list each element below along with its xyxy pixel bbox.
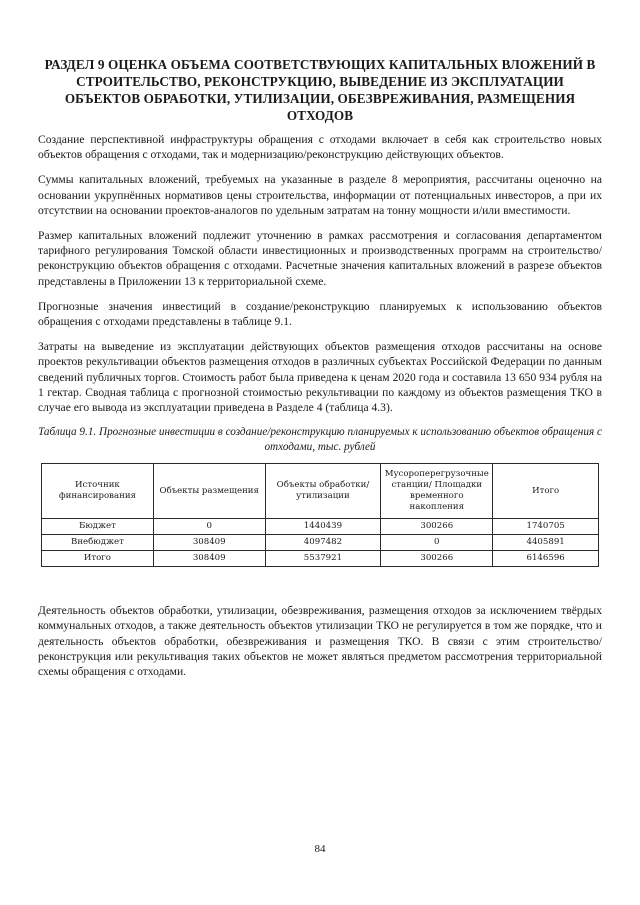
table-row [42, 535, 599, 551]
header-placement: Объекты размещения [153, 464, 265, 519]
paragraph-3: Размер капитальных вложений подлежит уточнению в рамках рассмотрения и согласования департаментом тарифного регулирования Томской области инвестиционных и производственных программ на строительство/реконструкцию объектов обращения с отходами. Расчетные значения капитальных вложений в разрезе объектов представлены в Приложении 13 к территориальной схеме. [38, 229, 602, 288]
closing-paragraph: Деятельность объектов обработки, утилизации, обезвреживания, размещения отходов за исключением твёрдых коммунальных отходов, а также деятельность объектов утилизации ТКО не регулируется в том же порядке, что и деятельность объектов обработки, обезвреживания и размещения ТКО. В связи с этим строительство/реконструкция или рекультивация таких объектов не может являться предметом рассмотрения территориальной схемы обращения с отходами. [38, 604, 602, 679]
table-cell: 6146596 [493, 551, 599, 567]
paragraph-1: Создание перспективной инфраструктуры обращения с отходами включает в себя как строительство новых объектов обращения с отходами, так и модернизацию/реконструкцию действующих объектов. [38, 133, 602, 162]
paragraph-2: Суммы капитальных вложений, требуемых на указанные в разделе 8 мероприятия, рассчитаны оценочно на основании укрупнённых нормативов цены строительства, информации от потенциальных инвесторов, а при их отсутствии на основании проектов-аналогов по удельным затратам на тонну мощности и/или вместимости. [38, 173, 602, 217]
table-row [42, 551, 599, 567]
page-number: 84 [314, 843, 326, 855]
header-processing: Объекты обработки/ утилизации [265, 464, 381, 519]
table-cell: 308409 [153, 535, 265, 551]
table-cell: 0 [153, 519, 265, 535]
table-cell: 300266 [381, 551, 493, 567]
table-cell: 0 [381, 535, 493, 551]
paragraph-5: Затраты на выведение из эксплуатации действующих объектов размещения отходов рассчитаны на основе проектов рекультивации объектов размещения отходов в различных субъектах Российской Федерации по данным сведений публичных торгов. Стоимость работ была приведена к ценам 2020 года и составила 13 650 934 рубля на 1 гектар. Сводная таблица с прогнозной стоимостью рекультивации по каждому из объектов размещения ТКО в случае его вывода из эксплуатации приведена в Разделе 4 (таблица 4.3). [38, 340, 602, 415]
header-transfer-stations: Мусороперегрузочные станции/ Площадки временного накопления [381, 464, 493, 519]
investment-table [41, 463, 599, 567]
section-heading: РАЗДЕЛ 9 ОЦЕНКА ОБЪЕМА СООТВЕТСТВУЮЩИХ КАПИТАЛЬНЫХ ВЛОЖЕНИЙ В СТРОИТЕЛЬСТВО, РЕКОНСТРУКЦИЮ, ВЫВЕДЕНИЕ ИЗ ЭКСПЛУАТАЦИИ ОБЪЕКТОВ ОБРАБОТКИ, УТИЛИЗАЦИИ, ОБЕЗВРЕЖИВАНИЯ, РАЗМЕЩЕНИЯ ОТХОДОВ [44, 57, 596, 123]
table-row [42, 519, 599, 535]
table-cell: 4405891 [493, 535, 599, 551]
table-cell: 308409 [153, 551, 265, 567]
header-total: Итого [493, 464, 599, 519]
table-header-row [42, 464, 599, 519]
paragraph-4: Прогнозные значения инвестиций в создание/реконструкцию планируемых к использованию объектов обращения с отходами представлены в таблице 9.1. [38, 299, 602, 329]
table-cell: Итого [42, 551, 154, 567]
table-cell: 1740705 [493, 519, 599, 535]
table-cell: Внебюджет [42, 535, 154, 551]
table-cell: Бюджет [42, 519, 154, 535]
table-cell: 300266 [381, 519, 493, 535]
table-caption: Таблица 9.1. Прогнозные инвестиции в создание/реконструкцию планируемых к использованию объектов обращения с отходами, тыс. рублей [38, 426, 602, 454]
table-cell: 4097482 [265, 535, 381, 551]
header-source: Источник финансирования [42, 464, 154, 519]
table-cell: 5537921 [265, 551, 381, 567]
table-cell: 1440439 [265, 519, 381, 535]
